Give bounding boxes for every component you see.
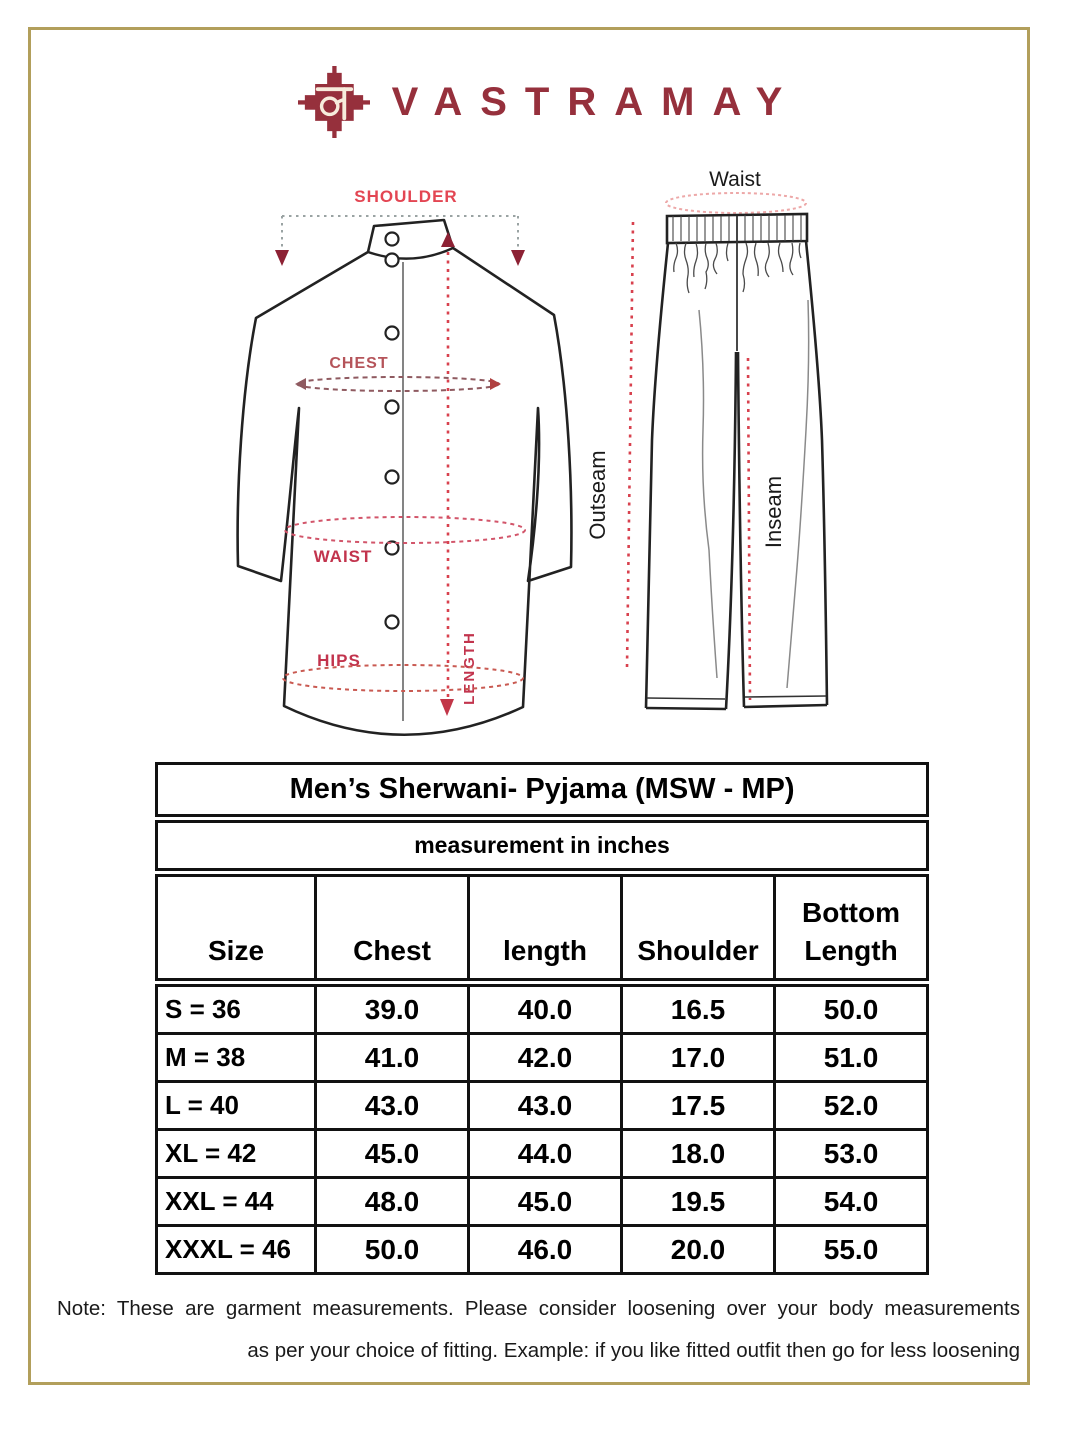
chest-value: 43.0 — [316, 1082, 469, 1130]
chest-value: 39.0 — [316, 983, 469, 1034]
table-subtitle: measurement in inches — [157, 819, 928, 873]
bottom-length-value: 55.0 — [775, 1226, 928, 1274]
arrow-down-icon — [511, 250, 525, 266]
chest-value: 41.0 — [316, 1034, 469, 1082]
inseam-label: Inseam — [761, 475, 786, 549]
table-row — [157, 1034, 928, 1082]
size-value: M = 38 — [157, 1034, 316, 1082]
length-value: 42.0 — [469, 1034, 622, 1082]
col-header-length: length — [469, 873, 622, 983]
bottom-length-value: 54.0 — [775, 1178, 928, 1226]
length-value: 45.0 — [469, 1178, 622, 1226]
table-subtitle-row — [157, 819, 928, 873]
length-value: 46.0 — [469, 1226, 622, 1274]
note-line-2: as per your choice of fitting. Example: if you like fitted outfit then go for less loosening — [247, 1339, 1020, 1362]
pyjama-waist-label: Waist — [709, 168, 761, 191]
note-line-1: Note: These are garment measurements. Please consider loosening over your body measurements — [57, 1297, 1020, 1320]
table-title: Men’s Sherwani- Pyjama (MSW - MP) — [157, 764, 928, 819]
length-value: 40.0 — [469, 983, 622, 1034]
outseam-label: Outseam — [585, 450, 610, 540]
table-title-row — [157, 764, 928, 819]
chest-value: 48.0 — [316, 1178, 469, 1226]
size-chart-table — [155, 762, 929, 1275]
measurement-diagrams — [150, 150, 950, 770]
shoulder-value: 17.0 — [622, 1034, 775, 1082]
length-value: 44.0 — [469, 1130, 622, 1178]
brand-header — [0, 56, 1080, 148]
arrow-down-icon — [275, 250, 289, 266]
table-row — [157, 1082, 928, 1130]
bottom-length-value: 53.0 — [775, 1130, 928, 1178]
measurement-note — [57, 1288, 1020, 1372]
chest-label: CHEST — [329, 355, 389, 372]
size-value: XL = 42 — [157, 1130, 316, 1178]
shoulder-value: 16.5 — [622, 983, 775, 1034]
shoulder-value: 19.5 — [622, 1178, 775, 1226]
table-row — [157, 1178, 928, 1226]
brand-logo-icon — [298, 60, 370, 144]
pyjama-left-leg — [646, 243, 737, 709]
shoulder-value: 20.0 — [622, 1226, 775, 1274]
col-header-shoulder: Shoulder — [622, 873, 775, 983]
col-header-bottom-length: Bottom Length — [775, 873, 928, 983]
pyjama-waist-ellipse — [666, 193, 806, 213]
table-row — [157, 1226, 928, 1274]
col-header-size: Size — [157, 873, 316, 983]
sherwani-outline — [238, 220, 572, 735]
waist-label: WAIST — [313, 547, 373, 566]
table-row — [157, 983, 928, 1034]
size-value: S = 36 — [157, 983, 316, 1034]
size-value: L = 40 — [157, 1082, 316, 1130]
brand-name: VASTRAMAY — [391, 79, 801, 124]
chest-value: 45.0 — [316, 1130, 469, 1178]
shoulder-value: 17.5 — [622, 1082, 775, 1130]
bottom-length-value: 52.0 — [775, 1082, 928, 1130]
hips-label: HIPS — [317, 651, 361, 670]
shoulder-label: SHOULDER — [354, 187, 458, 206]
size-value: XXL = 44 — [157, 1178, 316, 1226]
outseam-measure-line — [627, 222, 633, 668]
size-value: XXXL = 46 — [157, 1226, 316, 1274]
garment-diagram-svg — [150, 150, 950, 770]
chest-value: 50.0 — [316, 1226, 469, 1274]
length-label: LENGTH — [461, 631, 478, 705]
bottom-length-value: 51.0 — [775, 1034, 928, 1082]
table-row — [157, 1130, 928, 1178]
shoulder-value: 18.0 — [622, 1130, 775, 1178]
col-header-chest: Chest — [316, 873, 469, 983]
length-value: 43.0 — [469, 1082, 622, 1130]
table-header-row — [157, 873, 928, 983]
bottom-length-value: 50.0 — [775, 983, 928, 1034]
